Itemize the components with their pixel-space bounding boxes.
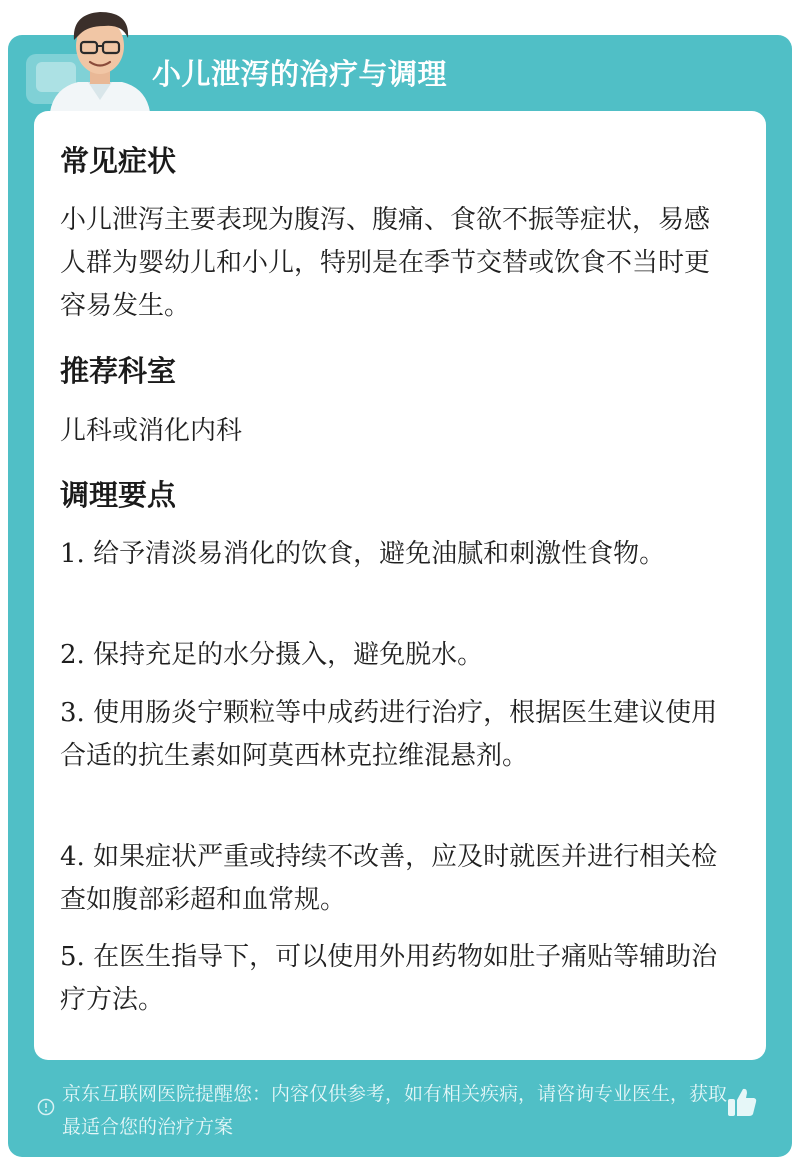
care-item-text: 保持充足的水分摄入，避免脱水。 bbox=[93, 640, 484, 670]
care-item-number: 4. bbox=[60, 842, 85, 872]
section-title-care: 调理要点 bbox=[60, 478, 177, 512]
section-title-symptoms: 常见症状 bbox=[60, 144, 177, 178]
care-item-text: 如果症状严重或持续不改善，应及时就医并进行相关检查如腹部彩超和血常规。 bbox=[60, 842, 718, 915]
care-item-4 bbox=[60, 836, 732, 922]
care-item-number: 1. bbox=[60, 539, 85, 569]
thumbs-up-icon[interactable] bbox=[725, 1085, 759, 1119]
section-title-department: 推荐科室 bbox=[60, 354, 177, 388]
care-item-2 bbox=[60, 634, 732, 677]
care-item-5 bbox=[60, 936, 732, 1022]
symptoms-text: 小儿泄泻主要表现为腹泻、腹痛、食欲不振等症状，易感人群为婴幼儿和小儿，特别是在季节交替或饮食不当时更容易发生。 bbox=[60, 205, 711, 321]
page-title: 小儿泄泻的治疗与调理 bbox=[152, 57, 448, 91]
department-text: 儿科或消化内科 bbox=[60, 416, 243, 446]
care-item-number: 3. bbox=[60, 698, 85, 728]
care-item-text: 给予清淡易消化的饮食，避免油腻和刺激性食物。 bbox=[93, 539, 666, 569]
doctor-avatar-icon bbox=[44, 4, 156, 112]
care-item-text: 使用肠炎宁颗粒等中成药进行治疗，根据医生建议使用合适的抗生素如阿莫西林克拉维混悬剂。 bbox=[60, 698, 718, 771]
care-item-number: 2. bbox=[60, 640, 85, 670]
care-item-text: 在医生指导下，可以使用外用药物如肚子痛贴等辅助治疗方法。 bbox=[60, 942, 718, 1015]
care-item-1 bbox=[60, 533, 732, 576]
disclaimer-text: 京东互联网医院提醒您：内容仅供参考，如有相关疾病，请咨询专业医生，获取最适合您的治疗方案 bbox=[62, 1083, 728, 1138]
info-icon bbox=[37, 1098, 55, 1116]
care-item-3 bbox=[60, 692, 732, 778]
care-item-number: 5. bbox=[60, 942, 85, 972]
